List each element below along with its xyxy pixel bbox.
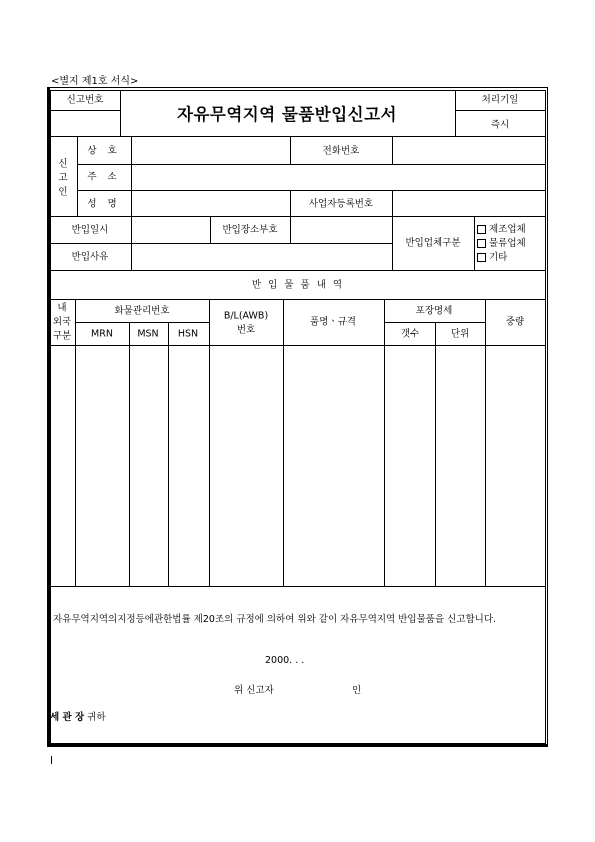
rule [455,110,546,111]
msn-label: MSN [137,328,159,340]
processing-immediate-value: 즉시 [490,119,510,131]
rule [168,322,169,586]
option-other[interactable]: 기타 [477,253,507,263]
declaration-text: 자유무역지역의지정등에관한법률 제20조의 규정에 의하여 위와 같이 자유무역지역 반입물품을 신고합니다. [53,614,497,625]
reporter-group-label-1: 신 [58,158,68,170]
rule [77,164,546,165]
rule [50,216,546,217]
rule [474,216,475,270]
reporter-signature-label: 위 신고자 [234,685,274,696]
document-title: 자유무역지역 물품반입신고서 [177,105,397,124]
checkbox-icon[interactable] [477,239,486,248]
bl-number-label-2: 번호 [236,324,256,336]
rule [485,299,486,586]
entry-location-code-label: 반입장소부호 [222,224,278,236]
addressee-customs-chief: 세 관 장 [50,712,85,723]
rule [392,190,393,216]
rule [384,299,385,586]
rule [455,90,456,136]
entry-company-type-label: 반입업체구분 [405,237,461,249]
reporter-group-label-3: 인 [58,186,68,198]
mrn-label: MRN [91,328,113,340]
processing-period-label: 처리기일 [481,94,519,106]
rule [392,136,393,164]
rule [290,136,291,164]
weight-label: 중량 [505,316,525,328]
rule [77,136,78,216]
seal-label: 인 [352,685,362,696]
option-logistics[interactable]: 물류업체 [477,239,526,249]
reporter-group-label-2: 고 [58,172,68,184]
rule [50,345,546,346]
rule [131,136,132,270]
bl-number-label-1: B/L(AWB) [223,310,269,322]
domestic-foreign-label-1: 내 [57,302,67,314]
rule [50,136,546,137]
rule [75,322,209,323]
rule [50,586,546,587]
rule [209,299,210,586]
entry-date-label: 반입일시 [71,224,109,236]
cargo-number-label: 화물관리번호 [114,305,170,317]
rule [129,322,130,586]
rule [435,322,436,586]
addressee-suffix: 귀하 [87,712,106,723]
domestic-foreign-label-3: 구분 [52,330,72,342]
rule [384,322,485,323]
addressee [50,713,106,723]
checkbox-icon[interactable] [477,253,486,262]
phone-label: 전화번호 [322,145,360,157]
rule [75,299,76,586]
rule [50,270,546,271]
packaging-label: 포장명세 [415,305,453,317]
rule [392,216,393,270]
declaration-date: 2000. . . [265,655,305,666]
rule [50,299,546,300]
items-section-title: 반 입 물 품 내 역 [251,279,345,291]
form-number-label: <별지 제1호 서식> [51,76,139,87]
rule [290,216,291,244]
report-number-label: 신고번호 [66,94,104,106]
hsn-label: HSN [177,328,199,340]
rule [283,299,284,586]
option-manufacturer[interactable]: 제조업체 [477,225,526,235]
count-label: 갯수 [400,328,420,340]
description-label: 품명ㆍ규격 [310,316,356,328]
rule [77,190,546,191]
trade-name-label: 상 호 [87,145,121,157]
checkbox-icon[interactable] [477,225,486,234]
rule [120,90,121,136]
domestic-foreign-label-2: 외국 [52,316,72,328]
business-reg-label: 사업자등록번호 [308,198,374,210]
page-mark [51,756,52,764]
address-label: 주 소 [87,171,121,183]
rule [290,190,291,216]
name-label: 성 명 [87,198,121,210]
form-inner-frame [50,90,546,744]
entry-reason-label: 반입사유 [71,251,109,263]
unit-label: 단위 [450,328,470,340]
rule [50,110,120,111]
rule [50,243,392,244]
rule [210,216,211,244]
